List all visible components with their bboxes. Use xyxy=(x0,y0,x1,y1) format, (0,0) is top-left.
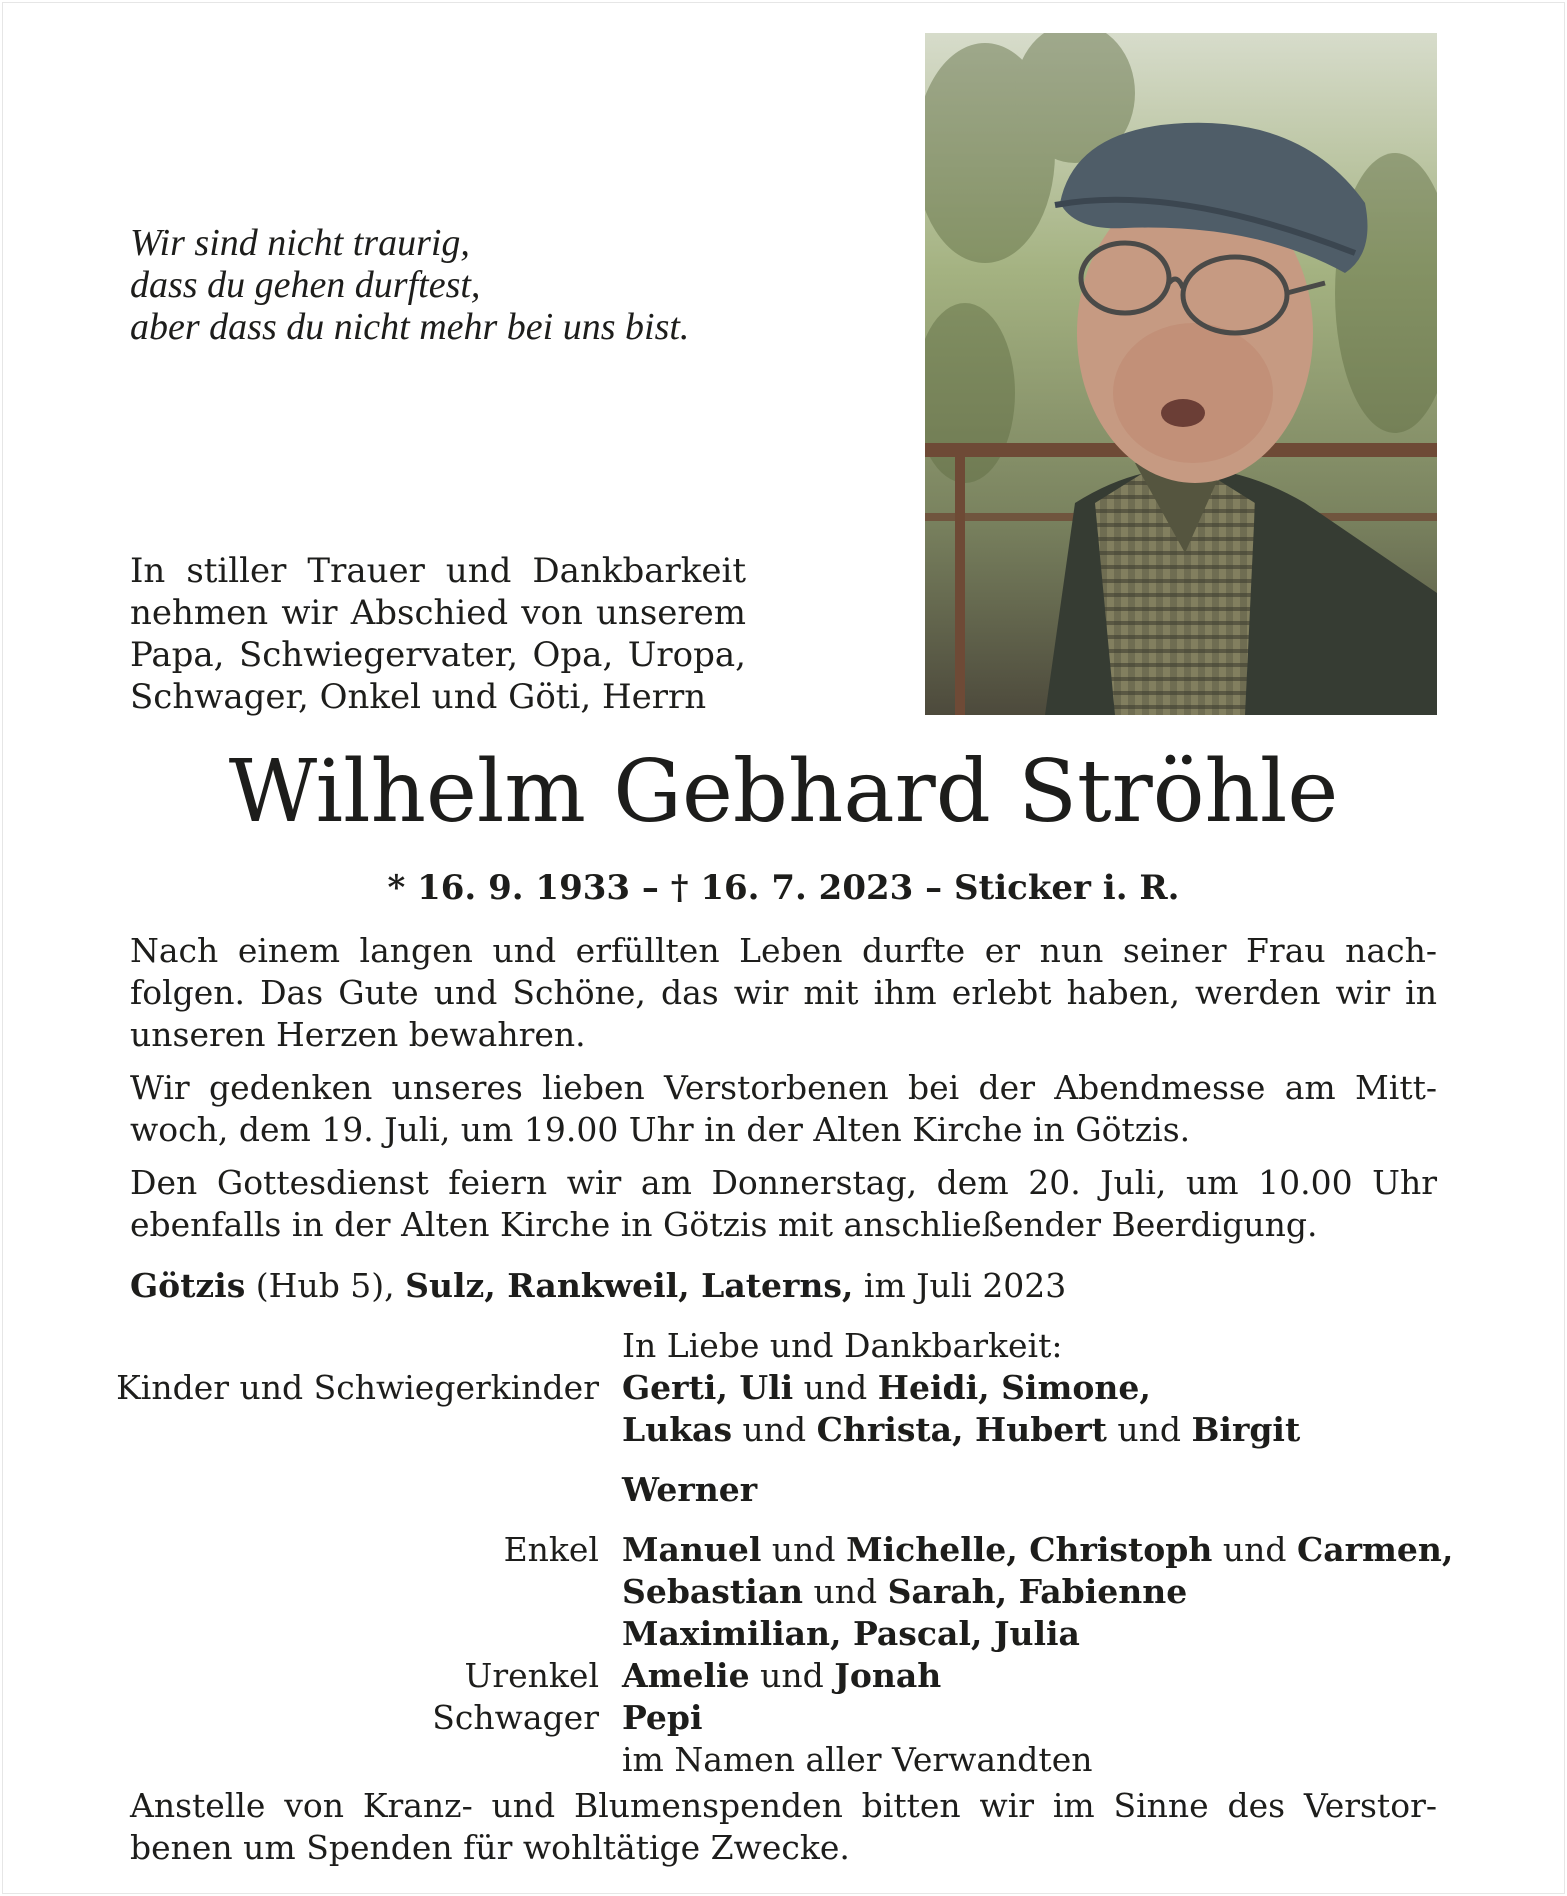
conjunction: und xyxy=(761,1530,847,1569)
names-enkel-3 xyxy=(622,1613,1080,1655)
intro-line: In stiller Trauer und Dankbarkeit xyxy=(130,551,746,591)
name-group: Sebastian xyxy=(622,1572,804,1611)
portrait-illustration xyxy=(925,33,1437,715)
paragraph-funeral-service xyxy=(130,1162,1437,1246)
paragraph-line: ebenfalls in der Alten Kirche in Götzis mit anschließender Beerdigung. xyxy=(130,1205,1318,1244)
conjunction: und xyxy=(793,1368,878,1407)
label-urenkel: Urenkel xyxy=(464,1656,599,1695)
conjunction: und xyxy=(1106,1410,1192,1449)
intro-text xyxy=(130,550,746,718)
quote-line: aber dass du nicht mehr bei uns bist. xyxy=(130,306,690,348)
intro-line: Schwager, Onkel und Göti, Herrn xyxy=(130,677,707,717)
names-urenkel xyxy=(622,1655,941,1697)
name-group: Amelie xyxy=(622,1656,750,1695)
mourners-row-enkel-2 xyxy=(0,1571,1567,1613)
place-date: im Juli 2023 xyxy=(853,1266,1067,1305)
deceased-name: Wilhelm Gebhard Ströhle xyxy=(228,742,1339,842)
mourners-row-kinder xyxy=(0,1367,1567,1409)
paragraph-line: Den Gottesdienst feiern wir am Donnerstag, dem 20. Juli, um 10.00 Uhr xyxy=(130,1163,1437,1202)
name-group: Heidi, Simone, xyxy=(877,1368,1151,1407)
paragraph-line: woch, dem 19. Juli, um 19.00 Uhr in der Alten Kirche in Götzis. xyxy=(130,1110,1191,1149)
mourners-row-enkel xyxy=(0,1529,1567,1571)
paragraph-line: Wir gedenken unseres lieben Verstorbenen bei der Abendmesse am Mitt- xyxy=(130,1068,1437,1107)
names-enkel-1 xyxy=(622,1529,1453,1571)
mourners-row-werner xyxy=(0,1469,1567,1511)
name-group: Carmen, xyxy=(1296,1530,1454,1569)
mourners-row-kinder-2 xyxy=(0,1409,1567,1451)
paragraph-evening-mass xyxy=(130,1067,1437,1151)
names-werner xyxy=(622,1469,757,1511)
name-group: Maximilian, Pascal, Julia xyxy=(622,1614,1080,1653)
all-relatives: im Namen aller Verwandten xyxy=(622,1740,1093,1779)
conjunction: und xyxy=(803,1572,888,1611)
place-list: Sulz, Rankweil, Laterns, xyxy=(405,1266,854,1305)
name-group: Michelle, Christoph xyxy=(846,1530,1213,1569)
name-group: Gerti, Uli xyxy=(622,1368,794,1407)
conjunction: und xyxy=(732,1410,817,1449)
mourners-row-enkel-3 xyxy=(0,1613,1567,1655)
quote-line: dass du gehen durftest, xyxy=(130,264,481,306)
closing-note xyxy=(130,1785,1437,1869)
memorial-quote xyxy=(130,222,689,348)
portrait-photo xyxy=(925,33,1437,715)
mourners-heading-row xyxy=(0,1325,1567,1367)
name-group: Christa, Hubert xyxy=(816,1410,1107,1449)
mourners-heading: In Liebe und Dankbarkeit: xyxy=(622,1326,1063,1365)
mourners-list xyxy=(0,1325,1567,1781)
conjunction: und xyxy=(749,1656,835,1695)
name-group: Sarah, Fabienne xyxy=(887,1572,1188,1611)
mourners-row-verwandte xyxy=(0,1739,1567,1781)
label-enkel: Enkel xyxy=(503,1530,599,1569)
intro-line: nehmen wir Abschied von unserem xyxy=(130,593,746,633)
names-kinder-2 xyxy=(622,1409,1300,1451)
paragraph-life xyxy=(130,930,1437,1056)
closing-line: Anstelle von Kranz- und Blumenspenden bitten wir im Sinne des Verstor- xyxy=(130,1786,1437,1825)
mourners-row-urenkel xyxy=(0,1655,1567,1697)
intro-line: Papa, Schwiegervater, Opa, Uropa, xyxy=(130,635,746,675)
label-kinder: Kinder und Schwiegerkinder xyxy=(116,1368,599,1407)
place-address: (Hub 5), xyxy=(245,1266,406,1305)
place-goetzis: Götzis xyxy=(130,1266,246,1305)
name-group: Birgit xyxy=(1191,1410,1301,1449)
names-enkel-2 xyxy=(622,1571,1187,1613)
paragraph-line: Nach einem langen und erfüllten Leben durfte er nun seiner Frau nach- xyxy=(130,931,1437,970)
name-werner: Werner xyxy=(622,1470,758,1509)
mourners-row-schwager xyxy=(0,1697,1567,1739)
names-kinder-1 xyxy=(622,1367,1151,1409)
paragraph-line: unseren Herzen bewahren. xyxy=(130,1015,586,1054)
paragraph-line: folgen. Das Gute und Schöne, das wir mit ihm erlebt haben, werden wir in xyxy=(130,973,1437,1012)
name-group: Pepi xyxy=(622,1698,703,1737)
name-group: Jonah xyxy=(834,1656,942,1695)
conjunction: und xyxy=(1212,1530,1297,1569)
names-schwager xyxy=(622,1697,703,1739)
name-group: Lukas xyxy=(622,1410,733,1449)
label-schwager: Schwager xyxy=(432,1698,599,1737)
name-group: Manuel xyxy=(622,1530,762,1569)
quote-line: Wir sind nicht traurig, xyxy=(130,222,470,264)
places-date-line xyxy=(130,1265,1066,1307)
closing-line: benen um Spenden für wohltätige Zwecke. xyxy=(130,1828,850,1867)
life-dates: * 16. 9. 1933 – † 16. 7. 2023 – Sticker i. R. xyxy=(387,868,1180,908)
